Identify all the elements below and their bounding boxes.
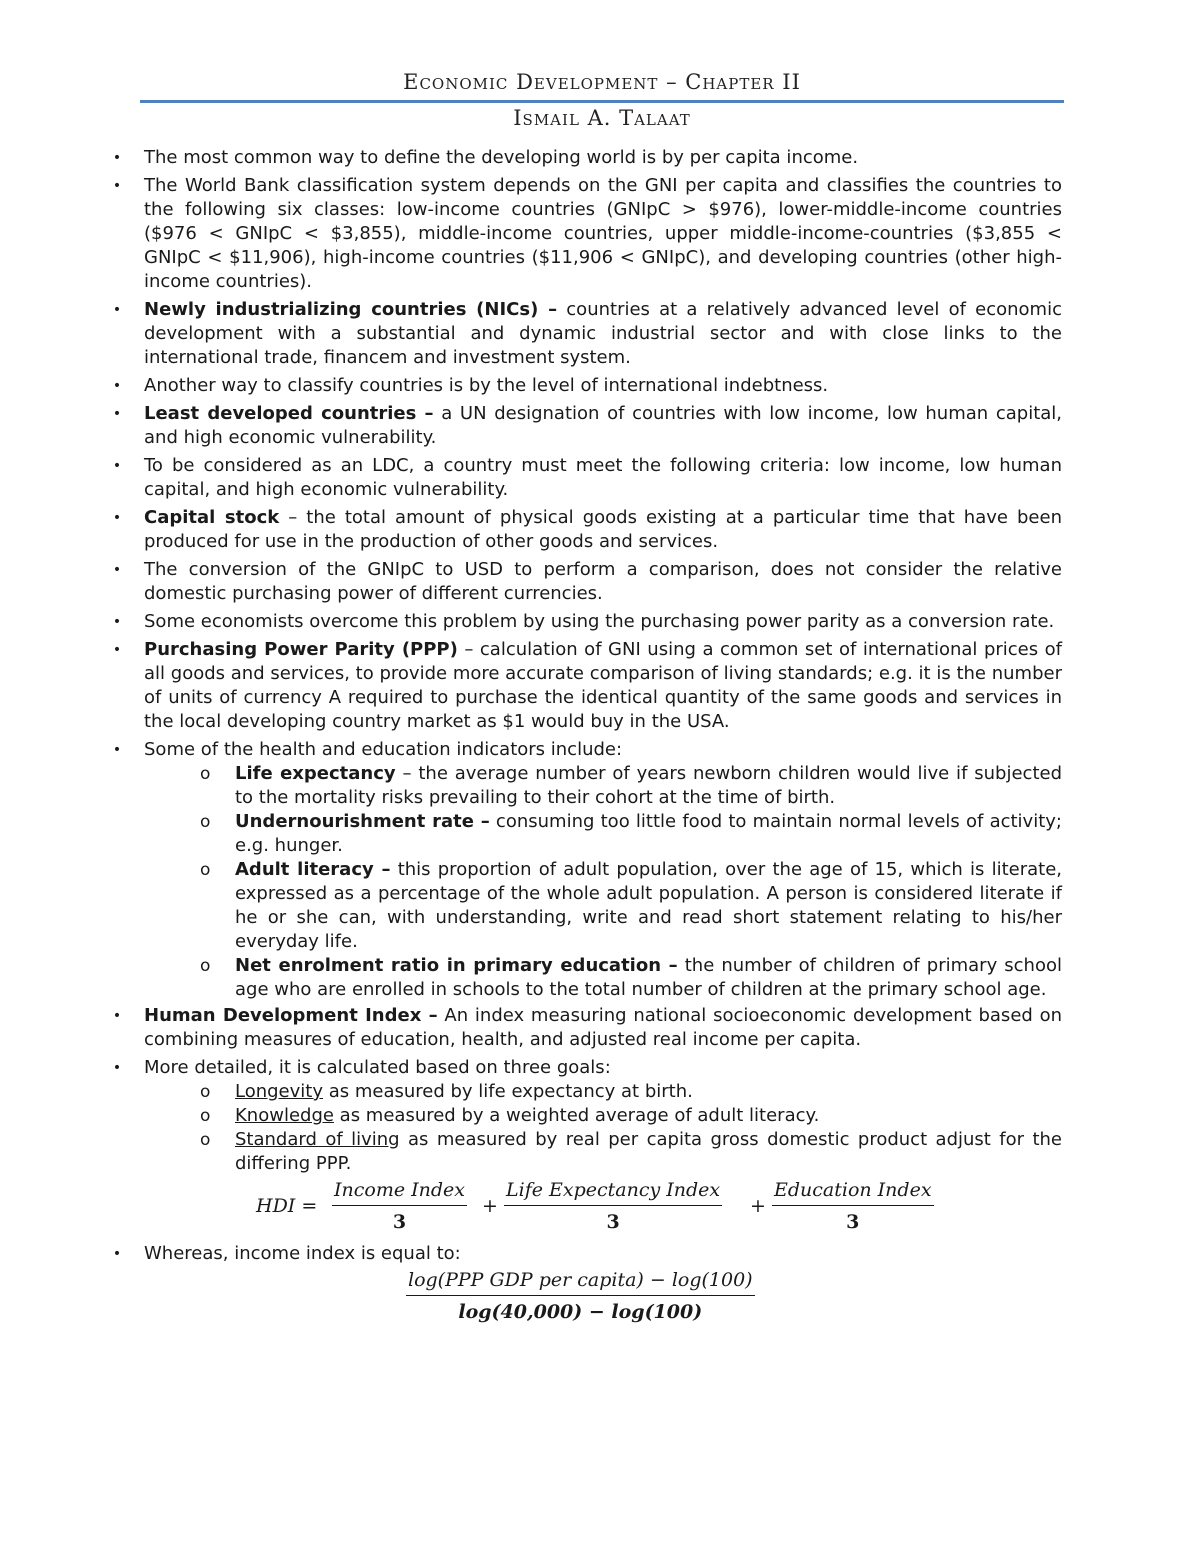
list-item: • More detailed, it is calculated based on three goals: (110, 1056, 1062, 1080)
bullet-icon: • (112, 378, 122, 394)
income-index-formula (110, 1268, 1062, 1334)
term: Standard of living (235, 1129, 400, 1150)
list-item: • The conversion of the GNIpC to USD to perform a comparison, does not consider the relative domestic purchasing power of different currencies. (110, 558, 1062, 606)
term: Longevity (235, 1081, 323, 1102)
circle-bullet-icon: o (200, 764, 211, 784)
bullet-icon: • (112, 458, 122, 474)
page-title: Economic Development – Chapter II (403, 70, 801, 94)
plus-sign: + (482, 1195, 498, 1217)
term: Least developed countries – (144, 403, 434, 424)
circle-bullet-icon: o (200, 956, 211, 976)
bullet-icon: • (112, 1246, 122, 1262)
hdi-term: Education Index 3 (774, 1179, 932, 1233)
list-item: • Whereas, income index is equal to: (110, 1242, 1062, 1266)
plus-sign: + (750, 1195, 766, 1217)
bullet-icon: • (112, 406, 122, 422)
circle-bullet-icon: o (200, 812, 211, 832)
term: Human Development Index – (144, 1005, 438, 1026)
list-item: • Newly industrializing countries (NICs) – countries at a relatively advanced level of economic development with a substantial and dynamic industrial sector and with close links to the international trade, financem and investment system. (110, 298, 1062, 370)
circle-bullet-icon: o (200, 860, 211, 880)
term: Undernourishment rate – (235, 811, 490, 832)
list-item: • To be considered as an LDC, a country must meet the following criteria: low income, low human capital, and high economic vulnerability. (110, 454, 1062, 502)
bullet-icon: • (112, 642, 122, 658)
term: Capital stock (144, 507, 280, 528)
circle-bullet-icon: o (200, 1082, 211, 1102)
sub-list-item: o Adult literacy – this proportion of adult population, over the age of 15, which is literate, expressed as a percentage of the whole adult population. A person is considered literate if he or she can, with understanding, write and read short statement relating to his/her everyday life. (200, 859, 1062, 952)
bullet-icon: • (112, 178, 122, 194)
list-item: • Another way to classify countries is by the level of international indebtness. (110, 374, 1062, 398)
term: Knowledge (235, 1105, 334, 1126)
health-indicators-list (110, 762, 1062, 1002)
document-body (110, 146, 1062, 1336)
bullet-icon: • (112, 742, 122, 758)
circle-bullet-icon: o (200, 1106, 211, 1126)
bullet-icon: • (112, 302, 122, 318)
hdi-formula (110, 1178, 1062, 1240)
sub-list-item: o Net enrolment ratio in primary education – the number of children of primary school age who are enrolled in schools to the total number of children at the primary school age. (200, 955, 1062, 1000)
goals-list (110, 1080, 1062, 1176)
bullet-icon: • (112, 562, 122, 578)
list-item: • Human Development Index – An index measuring national socioeconomic development based on combining measures of education, health, and adjusted real income per capita. (110, 1004, 1062, 1052)
circle-bullet-icon: o (200, 1130, 211, 1150)
list-item: • The World Bank classification system depends on the GNI per capita and classifies the countries to the following six classes: low-income countries (GNIpC > $976), lower-middle-income countries ($976 < GNIpC < $3,855), middle-income countries, upper middle-income-countries ($3,855 < GNIpC < $11,906), high-income countries ($11,906 < GNIpC), and developing countries (other high-income countries). (110, 174, 1062, 294)
bullet-icon: • (112, 614, 122, 630)
author-name: Ismail A. Talaat (513, 106, 691, 130)
list-item: • Purchasing Power Parity (PPP) – calculation of GNI using a common set of international prices of all goods and services, to provide more accurate comparison of living standards; e.g. it is the number of units of currency A required to purchase the identical quantity of the same goods and services in the local developing country market as $1 would buy in the USA. (110, 638, 1062, 734)
term: Newly industrializing countries (NICs) – (144, 299, 558, 320)
hdi-term: Life Expectancy Index 3 (506, 1179, 721, 1233)
sub-list-item: o Standard of living as measured by real per capita gross domestic product adjust for the differing PPP. (200, 1129, 1063, 1174)
sub-list-item: o Knowledge as measured by a weighted average of adult literacy. (200, 1105, 820, 1126)
list-item: • Some economists overcome this problem by using the purchasing power parity as a conversion rate. (110, 610, 1062, 634)
income-fraction: log(PPP GDP per capita) − log(100) log(40,000) − log(100) (408, 1269, 753, 1323)
bullet-icon: • (112, 1060, 122, 1076)
header-divider (140, 100, 1064, 103)
bullet-icon: • (112, 510, 122, 526)
term: Life expectancy (235, 763, 396, 784)
sub-list-item: o Longevity as measured by life expectancy at birth. (200, 1081, 693, 1102)
list-item: • Some of the health and education indicators include: (110, 738, 1062, 762)
term: Net enrolment ratio in primary education – (235, 955, 678, 976)
hdi-term: Income Index 3 (334, 1179, 465, 1233)
term: Adult literacy – (235, 859, 391, 880)
term: Purchasing Power Parity (PPP) (144, 639, 458, 660)
bullet-icon: • (112, 1008, 122, 1024)
sub-list-item: o Life expectancy – the average number of years newborn children would live if subjected to the mortality risks prevailing to their cohort at the time of birth. (200, 763, 1062, 808)
bullet-icon: • (112, 150, 122, 166)
list-item: • Capital stock – the total amount of physical goods existing at a particular time that have been produced for use in the production of other goods and services. (110, 506, 1062, 554)
list-item: • Least developed countries – a UN designation of countries with low income, low human capital, and high economic vulnerability. (110, 402, 1062, 450)
sub-list-item: o Undernourishment rate – consuming too little food to maintain normal levels of activity; e.g. hunger. (200, 811, 1062, 856)
list-item: • The most common way to define the developing world is by per capita income. (110, 146, 1062, 170)
hdi-lhs: HDI = (256, 1195, 318, 1217)
